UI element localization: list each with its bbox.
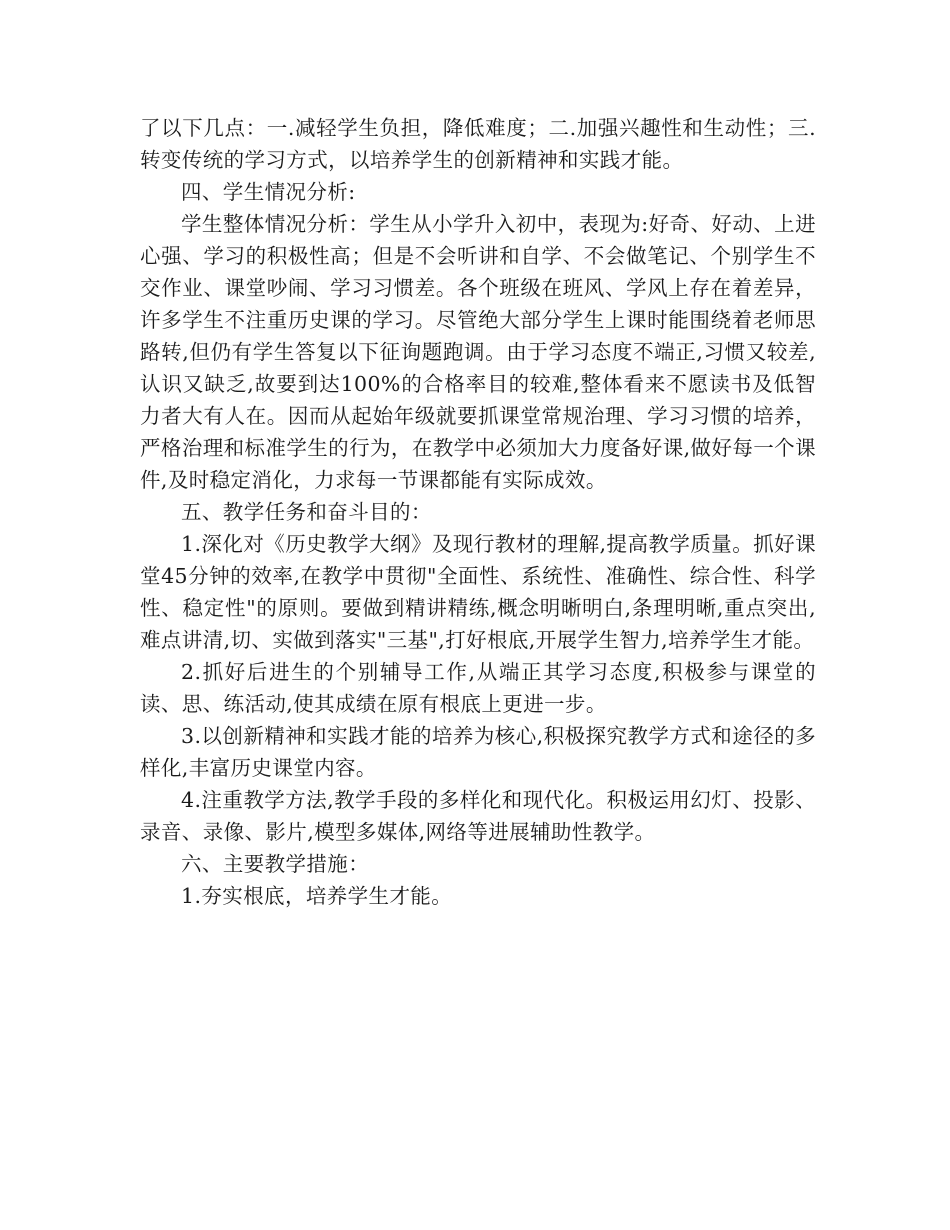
list-item-goal-2: 2.抓好后进生的个别辅导工作,从端正其学习态度,积极参与课堂的读、思、练活动,使其成绩在原有根底上更进一步。 bbox=[140, 660, 816, 716]
list-item-goal-1: 1.深化对《历史教学大纲》及现行教材的理解,提高教学质量。抓好课堂45分钟的效率,在教学中贯彻"全面性、系统性、准确性、综合性、科学性、稳定性"的原则。要做到精讲精练,概念明晰明白,条理明晰,重点突出,难点讲清,切、实做到落实"三基",打好根底,开展学生智力,培养学生才能。 bbox=[140, 532, 816, 652]
list-item-goal-3: 3.以创新精神和实践才能的培养为核心,积极探究教学方式和途径的多样化,丰富历史课堂内容。 bbox=[140, 724, 816, 780]
section-heading-student-analysis: 四、学生情况分析: bbox=[181, 180, 356, 204]
section-heading-teaching-goals: 五、教学任务和奋斗目的： bbox=[181, 500, 432, 524]
list-item-goal-4: 4.注重教学方法,教学手段的多样化和现代化。积极运用幻灯、投影、录音、录像、影片,模型多媒体,网络等进展辅助性教学。 bbox=[140, 788, 816, 844]
list-item-measure-1: 1.夯实根底，培养学生才能。 bbox=[181, 884, 453, 908]
document-page bbox=[140, 112, 816, 912]
paragraph-intro-continuation: 了以下几点：一.减轻学生负担，降低难度；二.加强兴趣性和生动性；三.转变传统的学习方式，以培养学生的创新精神和实践才能。 bbox=[140, 116, 816, 172]
paragraph-student-analysis: 学生整体情况分析：学生从小学升入初中，表现为:好奇、好动、上进心强、学习的积极性高；但是不会听讲和自学、不会做笔记、个别学生不交作业、课堂吵闹、学习习惯差。各个班级在班风、学风上存在着差异，许多学生不注重历史课的学习。尽管绝大部分学生上课时能围绕着老师思路转,但仍有学生答复以下征询题跑调。由于学习态度不端正,习惯又较差,认识又缺乏,故要到达100%的合格率目的较难,整体看来不愿读书及低智力者大有人在。因而从起始年级就要抓课堂常规治理、学习习惯的培养，严格治理和标准学生的行为，在教学中必须加大力度备好课,做好每一个课件,及时稳定消化，力求每一节课都能有实际成效。 bbox=[140, 212, 816, 492]
section-heading-teaching-measures: 六、主要教学措施： bbox=[181, 852, 370, 876]
